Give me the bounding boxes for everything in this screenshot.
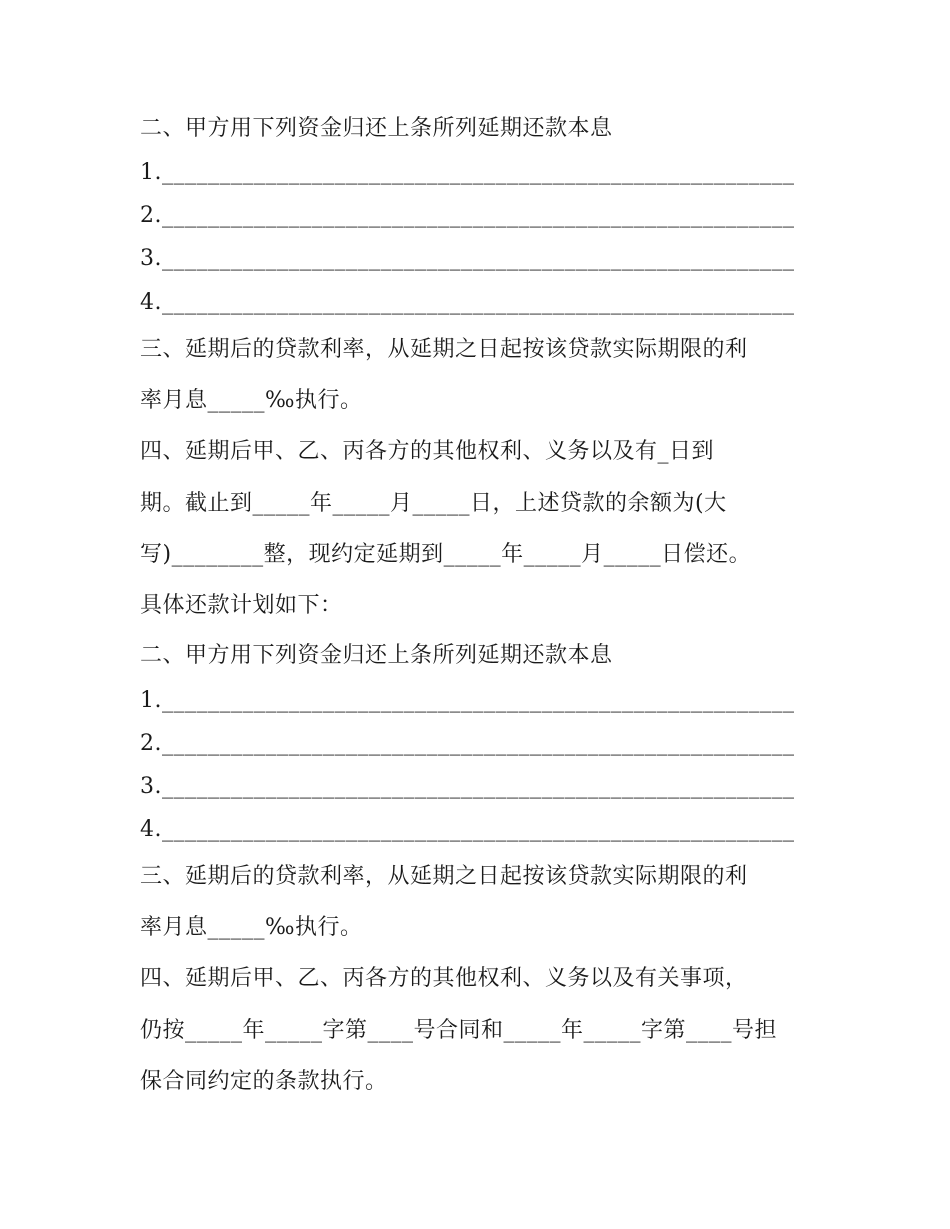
section-2-heading: 二、甲方用下列资金归还上条所列延期还款本息 — [140, 116, 613, 141]
blank-line-4: 4._______________________________________________________ — [140, 290, 795, 315]
section-4-text: 四、延期后甲、乙、丙各方的其他权利、义务以及有_日到 — [140, 439, 715, 464]
plan-intro: 具体还款计划如下： — [140, 593, 343, 618]
section-4-text-cont: 写)________整，现约定延期到_____年_____月_____日偿还。 — [140, 542, 752, 567]
blank-line-1: 1._______________________________________________________ — [140, 688, 795, 713]
blank-line-3: 3._______________________________________________________ — [140, 246, 795, 271]
blank-line-1: 1._______________________________________________________ — [140, 160, 795, 185]
blank-line-4: 4._______________________________________________________ — [140, 817, 795, 842]
blank-line-2: 2._______________________________________________________ — [140, 731, 795, 756]
section-2-heading: 二、甲方用下列资金归还上条所列延期还款本息 — [140, 643, 613, 668]
section-4-text-cont: 仍按_____年_____字第____号合同和_____年_____字第____号担 — [140, 1018, 778, 1043]
section-3-text-cont: 率月息_____‰执行。 — [140, 388, 363, 413]
section-4-text-cont: 期。截止到_____年_____月_____日，上述贷款的余额为(大 — [140, 491, 727, 516]
blank-line-3: 3._______________________________________________________ — [140, 774, 795, 799]
blank-line-2: 2._______________________________________________________ — [140, 203, 795, 228]
section-4-text-cont: 保合同约定的条款执行。 — [140, 1069, 388, 1094]
section-4-text: 四、延期后甲、乙、丙各方的其他权利、义务以及有关事项， — [140, 966, 748, 991]
section-3-text: 三、延期后的贷款利率，从延期之日起按该贷款实际期限的利 — [140, 864, 748, 889]
section-3-text-cont: 率月息_____‰执行。 — [140, 915, 363, 940]
section-3-text: 三、延期后的贷款利率，从延期之日起按该贷款实际期限的利 — [140, 337, 748, 362]
